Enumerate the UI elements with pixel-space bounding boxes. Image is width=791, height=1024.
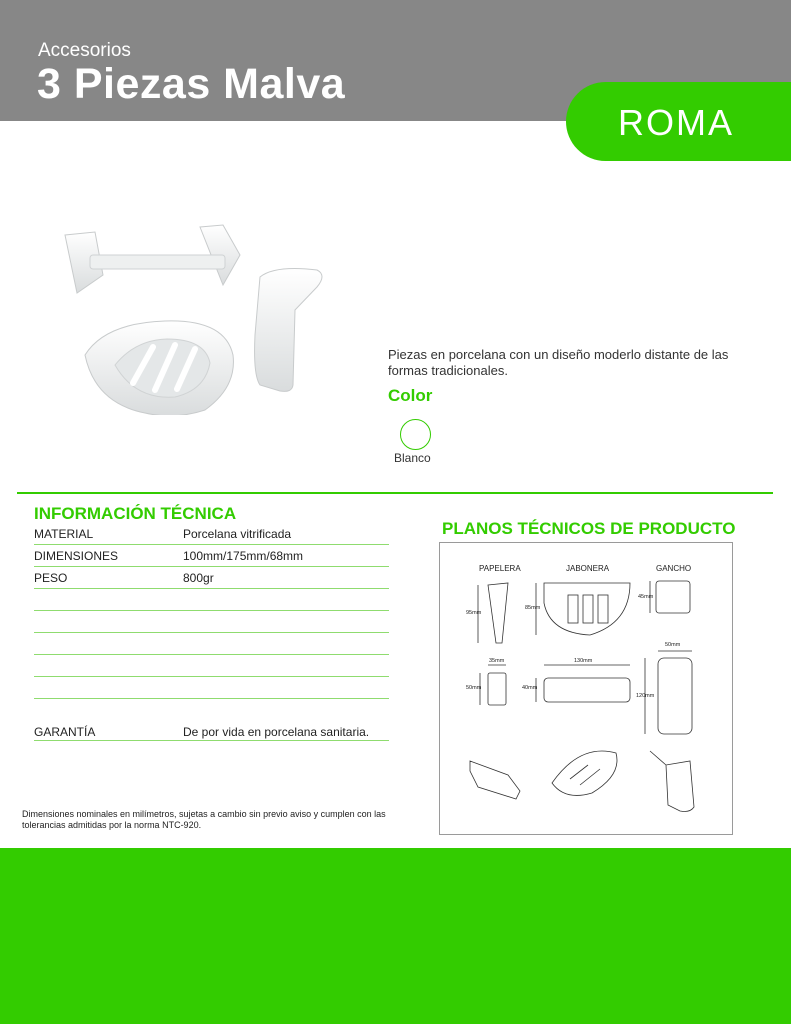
plan-drawings: [440, 543, 732, 834]
spec-key: PESO: [34, 571, 68, 585]
dim-label: 95mm: [466, 610, 482, 616]
dim-label: 45mm: [638, 594, 654, 600]
spec-row: [34, 545, 389, 567]
technical-drawings: [439, 542, 733, 835]
dim-label: 50mm: [665, 642, 681, 648]
plan-label-gancho: GANCHO: [656, 564, 692, 573]
dim-label: 40mm: [522, 685, 538, 691]
dim-label: 130mm: [574, 658, 593, 664]
spec-value: De por vida en porcelana sanitaria.: [183, 725, 370, 739]
spec-value: 800gr: [183, 571, 214, 585]
section-divider: [17, 492, 773, 494]
product-title: 3 Piezas Malva: [37, 60, 346, 108]
dim-label: 85mm: [525, 605, 541, 611]
spec-row: [34, 589, 389, 611]
spec-key: GARANTÍA: [34, 725, 96, 739]
spec-key: MATERIAL: [34, 527, 94, 541]
info-heading: INFORMACIÓN TÉCNICA: [34, 504, 237, 523]
color-swatch-label: Blanco: [394, 451, 431, 465]
product-photo: [55, 215, 335, 415]
footer-band: [0, 848, 791, 1024]
brand-name: ROMA: [618, 102, 734, 143]
plan-label-papelera: PAPELERA: [479, 564, 521, 573]
spec-row: [34, 677, 389, 699]
spec-row: [34, 567, 389, 589]
color-heading: Color: [388, 386, 433, 405]
spec-value: 100mm/175mm/68mm: [183, 549, 304, 563]
spec-row: [34, 611, 389, 633]
dimensions-note: Dimensiones nominales en milímetros, sujetas a cambio sin previo aviso y cumplen con las tolerancias admitidas por la norma NTC-920.: [22, 809, 386, 830]
brand-badge: [566, 82, 791, 161]
spec-row: [34, 633, 389, 655]
spec-key: DIMENSIONES: [34, 549, 119, 563]
product-description: Piezas en porcelana con un diseño moderlo distante de las formas tradicionales.: [388, 347, 729, 378]
dim-label: 50mm: [466, 685, 482, 691]
spec-row: [34, 523, 389, 545]
spec-row: [34, 699, 389, 741]
color-swatch-blanco[interactable]: [400, 419, 431, 450]
dim-label: 120mm: [636, 693, 655, 699]
plan-label-jabonera: JABONERA: [566, 564, 610, 573]
category-label: Accesorios: [38, 40, 131, 61]
plans-heading: PLANOS TÉCNICOS DE PRODUCTO: [442, 519, 736, 538]
spec-value: Porcelana vitrificada: [183, 527, 292, 541]
spec-row: [34, 655, 389, 677]
dim-label: 35mm: [489, 658, 505, 664]
